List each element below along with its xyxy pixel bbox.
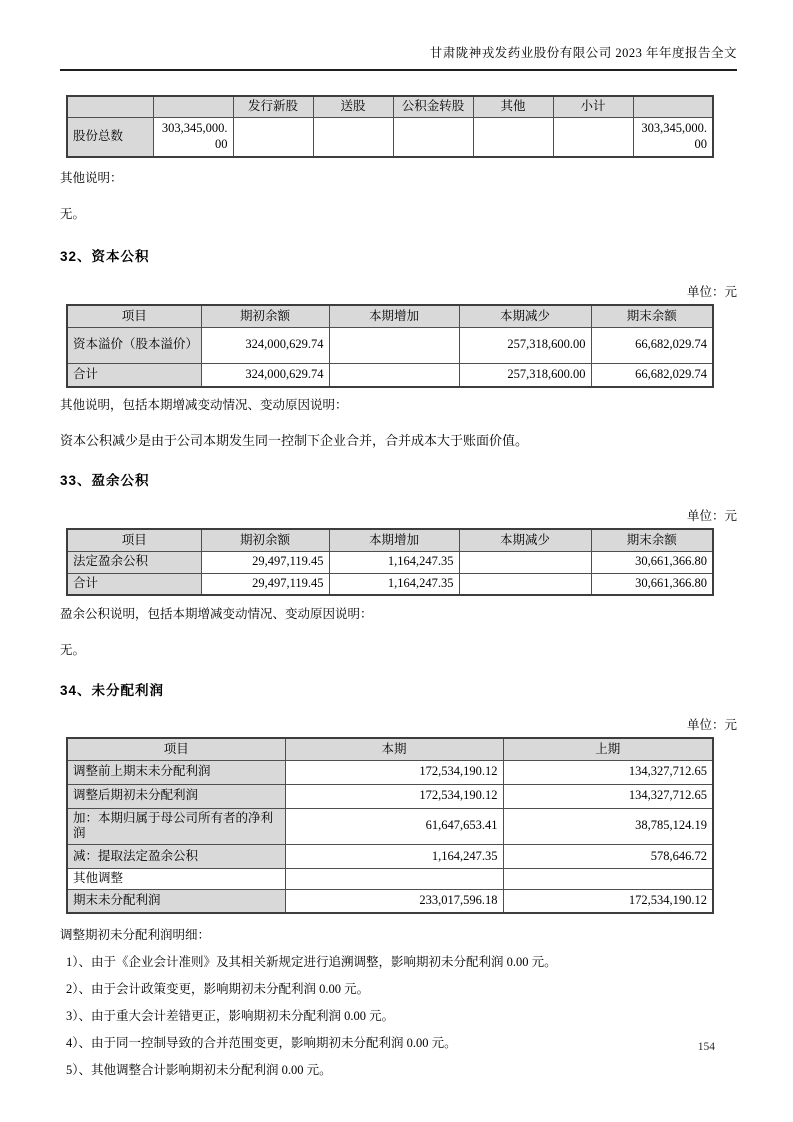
cell-value xyxy=(459,573,591,595)
cell-value xyxy=(329,327,459,363)
table-row xyxy=(67,573,713,595)
cell-value: 30,661,366.80 xyxy=(591,551,713,573)
share-note-value: 无。 xyxy=(60,207,86,222)
cell-value: 233,017,596.18 xyxy=(285,889,503,913)
section-32-heading: 32、资本公积 xyxy=(60,249,150,265)
row-label-share-total: 股份总数 xyxy=(67,117,153,157)
table-row xyxy=(67,784,713,808)
cell-value: 61,647,653.41 xyxy=(285,808,503,844)
table-row xyxy=(67,868,713,889)
header-cell-subtotal: 小计 xyxy=(553,96,633,117)
table-row xyxy=(67,844,713,868)
header-cell-current-period: 本期 xyxy=(285,738,503,760)
header-cell-item: 项目 xyxy=(67,529,201,551)
cell-value: 1,164,247.35 xyxy=(329,551,459,573)
row-label-other-adjustments: 其他调整 xyxy=(67,868,285,889)
cell-value: 578,646.72 xyxy=(503,844,713,868)
header-cell-prior-period: 上期 xyxy=(503,738,713,760)
table-row xyxy=(67,889,713,913)
header-cell-opening-balance: 期初余额 xyxy=(201,529,329,551)
row-label-total: 合计 xyxy=(67,363,201,387)
header-cell-opening-balance: 期初余额 xyxy=(201,305,329,327)
list-item: 2）、由于会计政策变更，影响期初未分配利润 0.00 元。 xyxy=(66,982,370,996)
capital-reserve-table xyxy=(66,304,714,388)
header-cell-closing-balance: 期末余额 xyxy=(591,305,713,327)
table-row xyxy=(67,363,713,387)
section-34-unit-label: 单位：元 xyxy=(686,718,737,733)
table-row xyxy=(67,808,713,844)
section-34-heading: 34、未分配利润 xyxy=(60,683,165,699)
cell-value: 1,164,247.35 xyxy=(329,573,459,595)
cell-value: 172,534,190.12 xyxy=(285,784,503,808)
cell-value: 38,785,124.19 xyxy=(503,808,713,844)
cell-value: 66,682,029.74 xyxy=(591,363,713,387)
undistributed-profit-table xyxy=(66,737,714,914)
share-note-label: 其他说明： xyxy=(60,171,123,186)
share-total-row xyxy=(67,117,713,157)
table-row xyxy=(67,760,713,784)
header-cell-blank-right xyxy=(633,96,713,117)
section-33-note-value: 无。 xyxy=(60,643,86,658)
row-label-post-adjust: 调整后期初未分配利润 xyxy=(67,784,285,808)
header-cell-increase: 本期增加 xyxy=(329,305,459,327)
table-row xyxy=(67,551,713,573)
row-label-closing-undistributed: 期末未分配利润 xyxy=(67,889,285,913)
cell-value: 172,534,190.12 xyxy=(503,889,713,913)
section-33-note-label: 盈余公积说明，包括本期增减变动情况、变动原因说明： xyxy=(60,607,373,622)
header-cell-bonus-shares: 送股 xyxy=(313,96,393,117)
header-cell-item: 项目 xyxy=(67,305,201,327)
cell-value: 66,682,029.74 xyxy=(591,327,713,363)
header-cell-item: 项目 xyxy=(67,738,285,760)
cell-share-bonus xyxy=(313,117,393,157)
capital-reserve-header-row xyxy=(67,305,713,327)
adjustment-detail-list xyxy=(66,954,737,1078)
cell-share-reserve-conversion xyxy=(393,117,473,157)
cell-value: 29,497,119.45 xyxy=(201,573,329,595)
share-change-header-row xyxy=(67,96,713,117)
cell-value: 257,318,600.00 xyxy=(459,327,591,363)
row-label-less-surplus: 减：提取法定盈余公积 xyxy=(67,844,285,868)
cell-value: 30,661,366.80 xyxy=(591,573,713,595)
surplus-reserve-table xyxy=(66,528,714,596)
section-33-unit-label: 单位：元 xyxy=(686,509,737,524)
cell-value: 134,327,712.65 xyxy=(503,784,713,808)
section-32-note-value: 资本公积减少是由于公司本期发生同一控制下企业合并，合并成本大于账面价值。 xyxy=(60,433,529,449)
cell-value: 324,000,629.74 xyxy=(201,363,329,387)
table-row xyxy=(67,327,713,363)
adjustment-detail-label: 调整期初未分配利润明细： xyxy=(60,928,211,942)
surplus-reserve-header-row xyxy=(67,529,713,551)
row-label-add-net-profit: 加：本期归属于母公司所有者的净利润 xyxy=(67,808,285,844)
cell-value: 257,318,600.00 xyxy=(459,363,591,387)
header-cell-closing-balance: 期末余额 xyxy=(591,529,713,551)
cell-value xyxy=(329,363,459,387)
cell-value xyxy=(459,551,591,573)
row-label-pre-adjust: 调整前上期末未分配利润 xyxy=(67,760,285,784)
list-item: 1）、由于《企业会计准则》及其相关新规定进行追溯调整，影响期初未分配利润 0.00 元。 xyxy=(66,955,557,969)
cell-value: 172,534,190.12 xyxy=(285,760,503,784)
header-divider xyxy=(60,69,737,71)
header-cell-increase: 本期增加 xyxy=(329,529,459,551)
cell-value: 1,164,247.35 xyxy=(285,844,503,868)
cell-value: 324,000,629.74 xyxy=(201,327,329,363)
cell-share-new-issue xyxy=(233,117,313,157)
header-cell-other: 其他 xyxy=(473,96,553,117)
cell-value xyxy=(503,868,713,889)
header-cell-new-issue: 发行新股 xyxy=(233,96,313,117)
cell-share-other xyxy=(473,117,553,157)
list-item: 5）、其他调整合计影响期初未分配利润 0.00 元。 xyxy=(66,1063,332,1077)
list-item: 3）、由于重大会计差错更正，影响期初未分配利润 0.00 元。 xyxy=(66,1009,395,1023)
cell-share-total-after: 303,345,000.00 xyxy=(633,117,713,157)
header-cell-decrease: 本期减少 xyxy=(459,529,591,551)
cell-share-total-before: 303,345,000.00 xyxy=(153,117,233,157)
row-label-capital-premium: 资本溢价（股本溢价） xyxy=(67,327,201,363)
cell-share-subtotal xyxy=(553,117,633,157)
undistributed-profit-header-row xyxy=(67,738,713,760)
row-label-statutory-surplus: 法定盈余公积 xyxy=(67,551,201,573)
row-label-total: 合计 xyxy=(67,573,201,595)
section-33-heading: 33、盈余公积 xyxy=(60,473,150,489)
header-cell-decrease: 本期减少 xyxy=(459,305,591,327)
section-32-note-label: 其他说明，包括本期增减变动情况、变动原因说明： xyxy=(60,398,348,413)
cell-value: 134,327,712.65 xyxy=(503,760,713,784)
section-32-unit-label: 单位：元 xyxy=(686,285,737,300)
page-number: 154 xyxy=(697,1041,715,1053)
header-cell-blank-left xyxy=(67,96,153,117)
report-header-title: 甘肃陇神戎发药业股份有限公司 2023 年年度报告全文 xyxy=(429,46,737,60)
cell-value: 29,497,119.45 xyxy=(201,551,329,573)
cell-value xyxy=(285,868,503,889)
list-item: 4）、由于同一控制导致的合并范围变更，影响期初未分配利润 0.00 元。 xyxy=(66,1036,457,1050)
header-cell-reserve-conversion: 公积金转股 xyxy=(393,96,473,117)
header-cell-blank-before xyxy=(153,96,233,117)
share-change-table xyxy=(66,95,714,158)
